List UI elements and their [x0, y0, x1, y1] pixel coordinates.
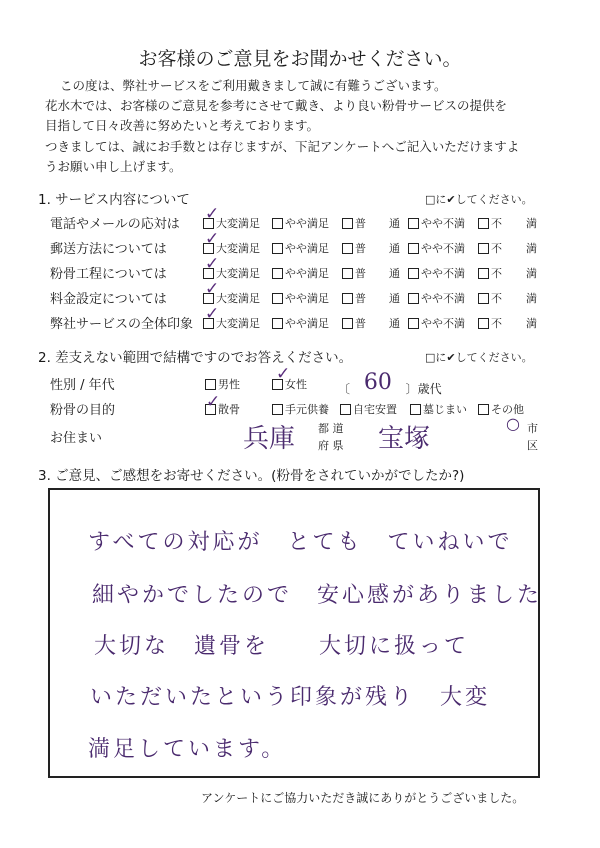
satisfaction-option[interactable] — [342, 315, 366, 331]
option-label: やや満足 — [285, 317, 329, 330]
option-label: 普 — [355, 292, 366, 305]
satisfaction-option[interactable] — [408, 290, 465, 306]
satisfaction-option[interactable] — [408, 240, 465, 256]
intro-line-2: 花水木では、お客様のご意見を参考にさせて戴き、より良い粉骨サービスの提供を — [45, 98, 508, 113]
option-label: やや満足 — [285, 292, 329, 305]
checkbox[interactable] — [342, 243, 353, 254]
checkbox[interactable] — [342, 268, 353, 279]
option-label: 大変満足 — [216, 267, 260, 280]
checkbox[interactable] — [478, 318, 489, 329]
option-label: 墓じまい — [423, 403, 467, 416]
option-label: やや不満 — [421, 292, 465, 305]
satisfaction-option[interactable] — [389, 265, 400, 281]
option-label: 普 — [355, 267, 366, 280]
option-label: 不 — [491, 317, 502, 330]
satisfaction-row-label: 郵送方法については — [50, 242, 167, 257]
checkbox[interactable] — [340, 404, 351, 415]
checkbox[interactable] — [272, 293, 283, 304]
satisfaction-option[interactable] — [272, 215, 329, 231]
checkbox[interactable] — [272, 218, 283, 229]
gender-male-option[interactable] — [205, 376, 240, 392]
satisfaction-option[interactable] — [478, 290, 502, 306]
checkbox[interactable] — [205, 379, 216, 390]
option-label: やや満足 — [285, 267, 329, 280]
option-label: 男性 — [218, 378, 240, 391]
satisfaction-row-label: 粉骨工程については — [50, 267, 167, 282]
satisfaction-option[interactable] — [526, 290, 537, 306]
satisfaction-option[interactable] — [272, 290, 329, 306]
satisfaction-option[interactable] — [526, 315, 537, 331]
satisfaction-option[interactable] — [408, 315, 465, 331]
satisfaction-option[interactable] — [478, 215, 502, 231]
check-mark-icon: ✓ — [276, 364, 291, 384]
option-label: その他 — [491, 403, 524, 416]
satisfaction-option[interactable] — [342, 290, 366, 306]
age-value: 60 — [363, 370, 392, 395]
prefecture-value[interactable]: 兵庫 — [243, 424, 296, 454]
purpose-option[interactable] — [272, 401, 329, 417]
option-label: 不 — [491, 242, 502, 255]
option-label: 自宅安置 — [353, 403, 397, 416]
checkbox[interactable] — [342, 318, 353, 329]
option-label: 大変満足 — [216, 242, 260, 255]
satisfaction-option[interactable] — [272, 315, 329, 331]
purpose-option[interactable] — [340, 401, 397, 417]
intro-line-1: この度は、弊社サービスをご利用戴きまして誠に有難うございます。 — [60, 78, 447, 93]
checkbox[interactable] — [342, 293, 353, 304]
purpose-label: 粉骨の目的 — [50, 403, 116, 418]
page-title: お客様のご意見をお聞かせください。 — [138, 48, 462, 70]
option-label: やや満足 — [285, 242, 329, 255]
option-label: やや不満 — [421, 242, 465, 255]
option-label: 普 — [355, 242, 366, 255]
comment-line: 満足しています。 — [88, 737, 287, 762]
check-mark-icon: ✓ — [205, 254, 220, 274]
checkbox[interactable] — [408, 243, 419, 254]
checkbox[interactable] — [272, 318, 283, 329]
checkbox[interactable] — [408, 268, 419, 279]
section2-note: □に✔してください。 — [425, 351, 533, 364]
intro-line-4: つきましては、誠にお手数とは存じますが、下記アンケートへご記入いただけますよ — [45, 139, 520, 154]
satisfaction-option[interactable] — [389, 315, 400, 331]
purpose-option[interactable] — [410, 401, 467, 417]
option-label: 大変満足 — [216, 292, 260, 305]
check-mark-icon: ✓ — [206, 392, 221, 412]
city-circle-mark: ○ — [506, 414, 520, 433]
satisfaction-option[interactable] — [389, 290, 400, 306]
checkbox[interactable] — [478, 243, 489, 254]
option-label: やや不満 — [421, 217, 465, 230]
checkbox[interactable] — [272, 404, 283, 415]
option-label: やや不満 — [421, 267, 465, 280]
option-label: 通 — [389, 217, 400, 230]
option-label: 通 — [389, 242, 400, 255]
satisfaction-option[interactable] — [342, 265, 366, 281]
section1-note: □に✔してください。 — [425, 193, 533, 206]
pref-suffix-top: 都 道 — [318, 422, 344, 435]
option-label: 手元供養 — [285, 403, 329, 416]
city-value[interactable]: 宝塚 — [378, 424, 431, 454]
section3-heading: 3. ご意見、ご感想をお寄せください。(粉骨をされていかがでしたか?) — [38, 468, 465, 484]
option-label: 満 — [526, 217, 537, 230]
option-label: 通 — [389, 317, 400, 330]
section1-heading: 1. サービス内容について — [38, 192, 190, 208]
checkbox[interactable] — [478, 268, 489, 279]
checkbox[interactable] — [272, 243, 283, 254]
option-label: 満 — [526, 242, 537, 255]
address-label: お住まい — [50, 431, 103, 446]
checkbox[interactable] — [478, 218, 489, 229]
city-suffix-top: 市 — [527, 422, 538, 435]
check-mark-icon: ✓ — [205, 279, 220, 299]
checkbox[interactable] — [408, 293, 419, 304]
city-suffix-bottom: 区 — [527, 439, 538, 452]
option-label: 不 — [491, 217, 502, 230]
option-label: 女性 — [285, 378, 307, 391]
satisfaction-row-label: 電話やメールの応対は — [50, 217, 180, 232]
option-label: やや不満 — [421, 317, 465, 330]
satisfaction-option[interactable] — [478, 315, 502, 331]
option-label: 満 — [526, 267, 537, 280]
checkbox[interactable] — [342, 218, 353, 229]
satisfaction-option[interactable] — [272, 240, 329, 256]
checkbox[interactable] — [408, 318, 419, 329]
option-label: 不 — [491, 292, 502, 305]
checkbox[interactable] — [272, 268, 283, 279]
satisfaction-option[interactable] — [478, 240, 502, 256]
checkbox[interactable] — [478, 293, 489, 304]
check-mark-icon: ✓ — [205, 304, 220, 324]
satisfaction-option[interactable] — [408, 215, 465, 231]
option-label: やや満足 — [285, 217, 329, 230]
checkbox[interactable] — [410, 404, 421, 415]
satisfaction-option[interactable] — [272, 265, 329, 281]
satisfaction-option[interactable] — [478, 265, 502, 281]
age-bracket-close: 〕歳代 — [405, 382, 442, 396]
option-label: 通 — [389, 292, 400, 305]
comment-line: すべての対応が とても ていねいで — [88, 530, 513, 555]
option-label: 通 — [389, 267, 400, 280]
checkbox[interactable] — [408, 218, 419, 229]
intro-line-3: 目指して日々改善に努めたいと考えております。 — [45, 118, 320, 133]
satisfaction-row-label: 料金設定については — [50, 292, 167, 307]
intro-line-5: うお願い申し上げます。 — [45, 159, 182, 174]
option-label: 散骨 — [218, 403, 240, 416]
option-label: 普 — [355, 317, 366, 330]
age-bracket-open: 〔 — [338, 382, 351, 396]
option-label: 満 — [526, 292, 537, 305]
option-label: 不 — [491, 267, 502, 280]
option-label: 満 — [526, 317, 537, 330]
option-label: 普 — [355, 217, 366, 230]
satisfaction-option[interactable] — [389, 240, 400, 256]
checkbox[interactable] — [478, 404, 489, 415]
satisfaction-row-label: 弊社サービスの全体印象 — [50, 317, 194, 332]
comment-line: 細やかでしたので 安心感がありました — [92, 583, 543, 608]
gender-age-label: 性別 / 年代 — [50, 378, 115, 393]
option-label: 大変満足 — [216, 217, 260, 230]
check-mark-icon: ✓ — [205, 229, 220, 249]
satisfaction-option[interactable] — [526, 265, 537, 281]
age-field[interactable] — [338, 370, 442, 399]
satisfaction-option[interactable] — [389, 215, 400, 231]
pref-suffix-bottom: 府 県 — [318, 439, 344, 452]
satisfaction-option[interactable] — [342, 240, 366, 256]
satisfaction-option[interactable] — [526, 215, 537, 231]
check-mark-icon: ✓ — [205, 204, 220, 224]
satisfaction-option[interactable] — [526, 240, 537, 256]
comment-line: いただいたという印象が残り 大変 — [90, 685, 491, 710]
option-label: 大変満足 — [216, 317, 260, 330]
satisfaction-option[interactable] — [408, 265, 465, 281]
footer-thanks: アンケートにご協力いただき誠にありがとうございました。 — [201, 791, 525, 805]
satisfaction-option[interactable] — [342, 215, 366, 231]
section2-heading: 2. 差支えない範囲で結構ですのでお答えください。 — [38, 350, 353, 366]
comment-line: 大切な 遺骨を 大切に扱って — [94, 634, 470, 659]
